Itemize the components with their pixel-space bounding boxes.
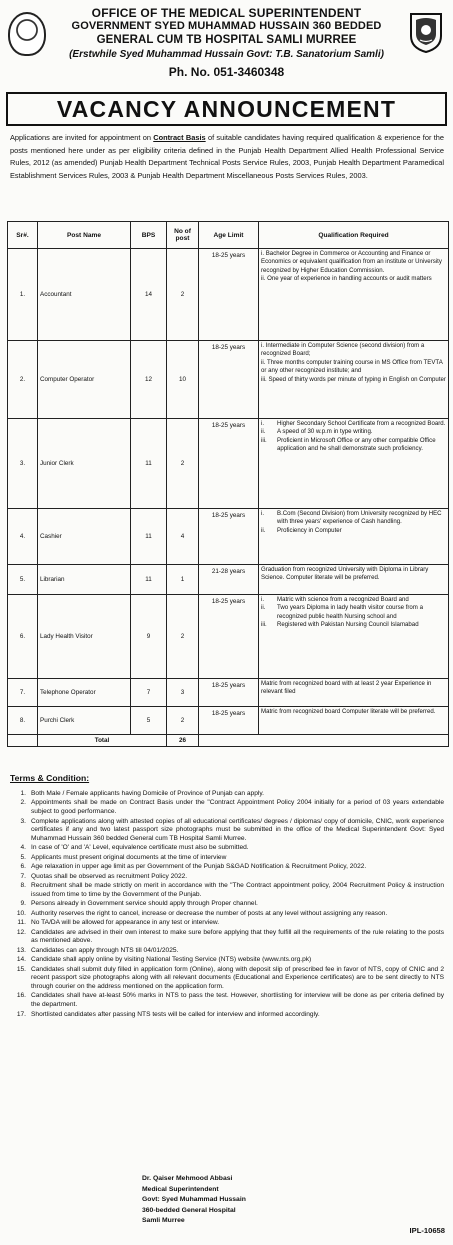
qualification-item xyxy=(261,250,446,275)
header-age-limit: Age Limit xyxy=(199,222,259,249)
term-item xyxy=(12,799,444,816)
qualification-text: Higher Secondary School Certificate from a recognized Board. xyxy=(277,420,446,427)
header-qualification: Qualification Required xyxy=(259,222,449,249)
row-sr: 1. xyxy=(8,249,38,341)
term-text: Age relaxation in upper age limit as per Government of the Punjab S&GAD Notification & Recruitment Policy, 2022. xyxy=(31,863,367,871)
table-row xyxy=(8,341,449,419)
term-number: 1. xyxy=(20,790,26,797)
qualification-text: Matric with science from a recognized Board and xyxy=(277,596,409,603)
row-no-of-post: 3 xyxy=(167,679,199,707)
qualification-item xyxy=(261,680,446,697)
term-number: 17. xyxy=(16,1010,26,1018)
row-qualification xyxy=(259,419,449,509)
row-age-limit: 18-25 years xyxy=(199,707,259,735)
total-value: 26 xyxy=(167,735,199,747)
row-no-of-post: 2 xyxy=(167,419,199,509)
qualification-text: Proficient in Microsoft Office or any other compatible Office application and he shall demonstrate such proficiency. xyxy=(277,436,436,453)
term-number: 15. xyxy=(16,965,26,973)
row-age-limit: 18-25 years xyxy=(199,509,259,565)
qualification-text: i. Bachelor Degree in Commerce or Accounting and Finance or Economics or equivalent qualification from an institute or University recognized by Higher Education Commission. xyxy=(261,250,442,274)
table-row xyxy=(8,565,449,595)
term-text: Persons already in Government service should apply through Proper channel. xyxy=(31,900,258,908)
row-age-limit: 18-25 years xyxy=(199,419,259,509)
term-number: 9. xyxy=(20,900,26,908)
header-post-name: Post Name xyxy=(38,222,131,249)
ipl-number: IPL-10658 xyxy=(409,1226,445,1235)
qualification-item xyxy=(261,621,446,629)
total-blank xyxy=(199,735,449,747)
row-age-limit: 18-25 years xyxy=(199,249,259,341)
qualification-number: iii. xyxy=(261,436,267,444)
row-bps: 11 xyxy=(131,565,167,595)
qualification-text: A speed of 30 w.p.m in type writing. xyxy=(277,428,373,436)
hospital-name-line1: GOVERNMENT SYED MUHAMMAD HUSSAIN 360 BEDDED xyxy=(71,20,382,32)
term-item xyxy=(12,900,444,909)
terms-heading: Terms & Condition: xyxy=(10,773,90,783)
term-text: In case of 'O' and 'A' Level, equivalence certificate must also be submitted. xyxy=(31,844,249,852)
row-post-name: Lady Health Visitor xyxy=(38,595,131,679)
header-no-of-post: No of post xyxy=(167,222,199,249)
qualification-text: ii. Three months computer training course in MS Office from TEVTA or any other recognized institute; and xyxy=(261,358,443,375)
row-no-of-post: 2 xyxy=(167,707,199,735)
signature-line: Samli Murree xyxy=(142,1217,185,1225)
qualification-item xyxy=(261,275,446,283)
qualification-number: i. xyxy=(261,596,265,603)
row-bps: 9 xyxy=(131,595,167,679)
row-qualification xyxy=(259,595,449,679)
row-sr: 8. xyxy=(8,707,38,735)
row-age-limit: 18-25 years xyxy=(199,679,259,707)
term-number: 4. xyxy=(20,844,26,852)
qualification-number: iii. xyxy=(261,621,267,629)
row-post-name: Librarian xyxy=(38,565,131,595)
qualification-text: Registered with Pakistan Nursing Council Islamabad xyxy=(277,621,419,629)
term-number: 10. xyxy=(16,909,26,917)
qualification-item xyxy=(261,510,446,527)
term-item xyxy=(12,844,444,853)
term-item xyxy=(12,919,444,928)
term-text: Candidates can apply through NTS till 04/01/2025. xyxy=(31,946,179,954)
row-sr: 4. xyxy=(8,509,38,565)
term-item xyxy=(12,910,444,919)
term-number: 11. xyxy=(17,919,26,927)
row-no-of-post: 4 xyxy=(167,509,199,565)
qualification-text: ii. One year of experience in handling accounts or audit matters xyxy=(261,275,432,283)
row-post-name: Telephone Operator xyxy=(38,679,131,707)
term-item xyxy=(12,966,444,992)
row-bps: 14 xyxy=(131,249,167,341)
row-sr: 6. xyxy=(8,595,38,679)
term-item xyxy=(12,790,444,799)
row-bps: 11 xyxy=(131,509,167,565)
qualification-number: ii. xyxy=(261,428,266,436)
qualification-item xyxy=(261,342,446,359)
signature-block xyxy=(142,1174,246,1227)
term-text: No TA/DA will be allowed for appearance in any test or interview. xyxy=(31,919,220,927)
intro-post: of suitable candidates having required qualification & experience for the posts mentioned here under as per eligibility criteria defined in the Punjab Health Department Allied Health Professional Service Rules, 2012 (as amended) Punjab Health Department Technical Posts Service Rules, 2003, Punjab Health Department Paramedical Establishment Services Rules, 2003 & Punjab Health Department Miscellaneous Posts Services Rules, 2003. xyxy=(10,133,444,180)
qualification-item xyxy=(261,708,446,716)
row-age-limit: 18-25 years xyxy=(199,341,259,419)
term-text: Applicants must present original documents at the time of interview xyxy=(31,853,227,861)
row-qualification xyxy=(259,249,449,341)
qualification-item xyxy=(261,437,446,454)
qualification-text: Two years Diploma in lady health visitor course from a recognized public health Nursing school and xyxy=(277,604,423,620)
hospital-name-line2: GENERAL CUM TB HOSPITAL SAMLI MURREE xyxy=(96,34,357,46)
signature-line: 360-bedded General Hospital xyxy=(142,1206,236,1214)
row-qualification xyxy=(259,707,449,735)
term-item xyxy=(12,992,444,1009)
total-blank xyxy=(8,735,38,747)
term-item xyxy=(12,854,444,863)
qualification-item xyxy=(261,428,446,436)
table-row xyxy=(8,707,449,735)
qualification-item xyxy=(261,527,446,535)
table-row xyxy=(8,509,449,565)
term-item xyxy=(12,947,444,956)
table-header-row xyxy=(8,222,449,249)
term-number: 12. xyxy=(16,928,26,936)
term-text: Candidate shall apply online by visiting National Testing Service (NTS) website (www.nts.org.pk) xyxy=(31,956,312,964)
row-sr: 3. xyxy=(8,419,38,509)
total-label: Total xyxy=(38,735,167,747)
intro-paragraph xyxy=(10,132,444,182)
table-row xyxy=(8,419,449,509)
row-no-of-post: 1 xyxy=(167,565,199,595)
row-bps: 11 xyxy=(131,419,167,509)
row-sr: 5. xyxy=(8,565,38,595)
term-text: Authority reserves the right to cancel, increase or decrease the number of posts at any level without assigning any reason. xyxy=(31,909,388,917)
row-age-limit: 18-25 years xyxy=(199,595,259,679)
row-sr: 7. xyxy=(8,679,38,707)
table-total-row xyxy=(8,735,449,747)
term-text: Candidates are advised in their own interest to make sure before applying that they fulfill all the requirements of the rule relating to the posts as mentioned above. xyxy=(31,928,444,945)
qualification-item xyxy=(261,604,446,621)
term-text: Candidates shall have at-least 50% marks in NTS to pass the test. However, shortlisting for interview will be done as per criteria defined by the department. xyxy=(31,992,444,1009)
term-number: 8. xyxy=(20,882,26,890)
row-post-name: Computer Operator xyxy=(38,341,131,419)
vacancy-banner xyxy=(6,92,447,126)
term-number: 6. xyxy=(20,863,26,871)
qualification-item xyxy=(261,376,446,384)
row-bps: 5 xyxy=(131,707,167,735)
qualification-text: Matric from recognized board Computer literate will be preferred. xyxy=(261,708,436,715)
table-row xyxy=(8,249,449,341)
row-sr: 2. xyxy=(8,341,38,419)
qualification-item xyxy=(261,566,446,583)
erstwhile-name: (Erstwhile Syed Muhammad Hussain Govt: T.B. Sanatorium Samli) xyxy=(69,49,384,60)
row-qualification xyxy=(259,341,449,419)
intro-pre: Applications are invited for appointment on xyxy=(10,133,154,142)
row-bps: 7 xyxy=(131,679,167,707)
term-number: 5. xyxy=(20,853,26,861)
term-item xyxy=(12,956,444,965)
table-row xyxy=(8,679,449,707)
signature-line: Govt: Syed Muhammad Hussain xyxy=(142,1196,246,1204)
term-number: 2. xyxy=(20,799,26,807)
intro-basis: Contract Basis xyxy=(153,133,206,142)
term-item xyxy=(12,873,444,882)
row-no-of-post: 10 xyxy=(167,341,199,419)
term-text: Both Male / Female applicants having Domicile of Province of Punjab can apply. xyxy=(31,790,264,797)
row-no-of-post: 2 xyxy=(167,249,199,341)
qualification-number: i. xyxy=(261,510,265,517)
header-bps: BPS xyxy=(131,222,167,249)
term-text: Recruitment shall be made strictly on merit in accordance with the "The Contract appointment policy, 2004 Recruitment Policy & instruction issued from time to time by the Government of the Punjab. xyxy=(31,882,444,898)
row-age-limit: 21-28 years xyxy=(199,565,259,595)
row-bps: 12 xyxy=(131,341,167,419)
header-sr: Sr#. xyxy=(8,222,38,249)
qualification-number: i. xyxy=(261,420,265,427)
qualification-item xyxy=(261,420,446,428)
terms-list xyxy=(12,790,444,1020)
row-post-name: Cashier xyxy=(38,509,131,565)
term-text: Shortlisted candidates after passing NTS tests will be called for interview and informed accordingly. xyxy=(31,1010,320,1018)
term-number: 14. xyxy=(16,956,26,964)
qualification-text: Graduation from recognized University with Diploma in Library Science. Computer literate will be preferred. xyxy=(261,566,429,582)
header xyxy=(0,2,453,90)
signature-line: Dr. Qaiser Mehmood Abbasi xyxy=(142,1175,233,1182)
row-post-name: Junior Clerk xyxy=(38,419,131,509)
term-number: 3. xyxy=(20,817,26,825)
row-qualification xyxy=(259,679,449,707)
qualification-number: ii. xyxy=(261,604,266,612)
qualification-item xyxy=(261,359,446,376)
term-item xyxy=(12,929,444,946)
qualification-item xyxy=(261,596,446,604)
phone-number: Ph. No. 051-3460348 xyxy=(168,65,285,79)
row-no-of-post: 2 xyxy=(167,595,199,679)
office-title: OFFICE OF THE MEDICAL SUPERINTENDENT xyxy=(91,6,362,20)
row-qualification xyxy=(259,509,449,565)
signature-line: Medical Superintendent xyxy=(142,1185,219,1193)
qualification-text: Proficiency in Computer xyxy=(277,526,342,534)
table-row xyxy=(8,595,449,679)
term-text: Quotas shall be observed as recruitment Policy 2022. xyxy=(31,872,188,880)
row-qualification xyxy=(259,565,449,595)
qualification-text: Matric from recognized board with at least 2 year Experience in relevant filed xyxy=(261,680,432,696)
term-text: Complete applications along with attested copies of all educational certificates/ degrees / diplomas/ copy of domicile, CNIC, work experience certificates if any and two latest passport size photographs must be submitted in the office of the Medical Superintendent Govt: Syed Muhammad Hussain 360 bedded General cum TB Hospital Samli Murree. xyxy=(31,817,444,842)
row-post-name: Accountant xyxy=(38,249,131,341)
term-item xyxy=(12,1011,444,1020)
term-text: Appointments shall be made on Contract Basis under the "Contract Appointment Policy 2004 initially for a period of 03 years extendable subject to good performance. xyxy=(31,799,444,816)
qualification-number: ii. xyxy=(261,526,266,534)
term-item xyxy=(12,882,444,899)
vacancy-table xyxy=(7,221,449,747)
term-item xyxy=(12,863,444,872)
qualification-text: i. Intermediate in Computer Science (second division) from a recognized Board; xyxy=(261,342,425,358)
term-item xyxy=(12,818,444,844)
term-number: 16. xyxy=(16,992,26,1000)
term-number: 7. xyxy=(20,872,26,880)
qualification-text: iii. Speed of thirty words per minute of typing in English on Computer xyxy=(261,375,446,383)
term-number: 13. xyxy=(16,946,26,954)
qualification-text: B.Com (Second Division) from University recognized by HEC with three years' experience of Cash handling. xyxy=(277,510,442,526)
term-text: Candidates shall submit duly filled in application form (Online), along with deposit slip of prescribed fee in favor of NTS, copy of CNIC and 2 recent passport size photographs along with all relevant documents (Educational and Experience certificates) are to be sent directly to NTS through courier on the address mentioned on the application form. xyxy=(31,965,444,990)
banner-title: VACANCY ANNOUNCEMENT xyxy=(56,96,397,122)
row-post-name: Purchi Clerk xyxy=(38,707,131,735)
